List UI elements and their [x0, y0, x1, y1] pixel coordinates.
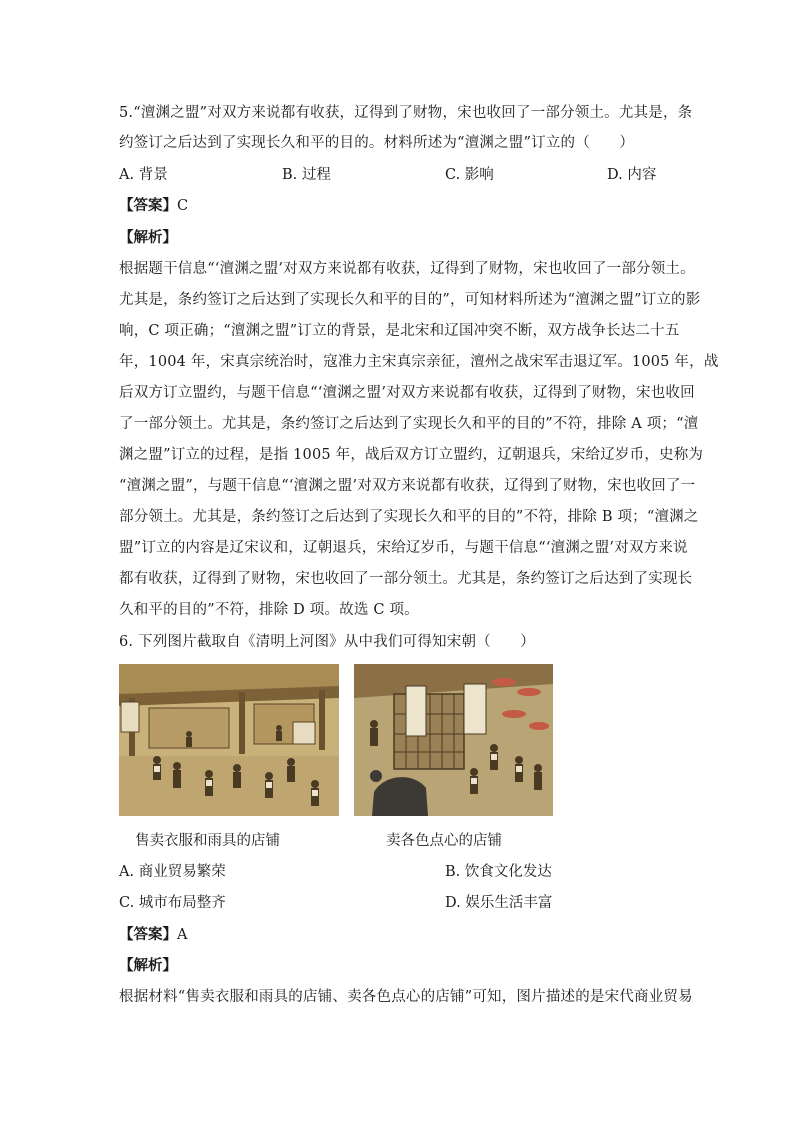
q5-analysis-line: 响，C 项正确；“澶渊之盟”订立的背景，是北宋和辽国冲突不断，双方战争长达二十五 [119, 323, 680, 339]
q5-option-b: B. 过程 [282, 167, 331, 183]
q5-analysis-line: 后双方订立盟约，与题干信息“‘澶渊之盟’对双方来说都有收获，辽得到了财物，宋也收回 [119, 385, 695, 401]
image-right-caption: 卖各色点心的店铺 [386, 833, 502, 849]
q6-analysis-label: 【解析】 [119, 957, 177, 974]
q5-option-c: C. 影响 [445, 167, 494, 183]
q5-analysis-line: 渊之盟”订立的过程，是指 1005 年，战后双方订立盟约，辽朝退兵，宋给辽岁币，史称为 [119, 447, 704, 463]
q6-option-c: C. 城市布局整齐 [119, 895, 226, 911]
q6-option-a: A. 商业贸易繁荣 [119, 864, 226, 880]
q5-option-d: D. 内容 [607, 167, 657, 183]
q5-analysis-line: 年，1004 年，宋真宗统治时，寇准力主宋真宗亲征，澶州之战宋军击退辽军。1005 年，战 [119, 354, 719, 370]
q5-stem-line2: 约签订之后达到了实现长久和平的目的。材料所述为“澶渊之盟”订立的（ ） [119, 135, 635, 151]
q5-analysis-line: 根据题干信息“‘澶渊之盟’对双方来说都有收获，辽得到了财物，宋也收回了一部分领土。 [119, 261, 695, 277]
image-left-caption: 售卖衣服和雨具的店铺 [135, 833, 280, 849]
q6-analysis-line: 根据材料“售卖衣服和雨具的店铺、卖各色点心的店铺”可知，图片描述的是宋代商业贸易 [119, 989, 693, 1005]
q5-stem-line1: 5.“澶渊之盟”对双方来说都有收获，辽得到了财物，宋也收回了一部分领土。尤其是，条 [119, 105, 693, 121]
q6-answer-label: 【答案】 [119, 926, 177, 943]
q6-stem: 6. 下列图片截取自《清明上河图》从中我们可得知宋朝（ ） [119, 634, 535, 650]
q5-analysis-line: 尤其是，条约签订之后达到了实现长久和平的目的”，可知材料所述为“澶渊之盟”订立的影 [119, 292, 701, 308]
q5-answer-value: C [177, 198, 189, 214]
q5-analysis-line: 了一部分领土。尤其是，条约签订之后达到了实现长久和平的目的”不符，排除 A 项；“澶 [119, 416, 699, 432]
q5-option-a: A. 背景 [119, 167, 168, 183]
q5-answer [119, 197, 188, 215]
q5-analysis-line: “澶渊之盟”，与题干信息“‘澶渊之盟’对双方来说都有收获，辽得到了财物，宋也收回了一 [119, 478, 696, 494]
painting-pastry-shop-icon [354, 664, 553, 816]
q6-option-d: D. 娱乐生活丰富 [445, 895, 553, 911]
q5-analysis-line: 都有收获，辽得到了财物，宋也收回了一部分领土。尤其是，条约签订之后达到了实现长 [119, 571, 693, 587]
q5-analysis-line: 部分领土。尤其是，条约签订之后达到了实现长久和平的目的”不符，排除 B 项；“澶渊之 [119, 509, 699, 525]
q5-answer-label: 【答案】 [119, 197, 177, 214]
q6-answer [119, 926, 187, 944]
q5-analysis-line: 久和平的目的”不符，排除 D 项。故选 C 项。 [119, 602, 419, 618]
q5-analysis-label: 【解析】 [119, 229, 177, 246]
painting-clothing-shop-icon [119, 664, 339, 816]
q5-analysis-line: 盟”订立的内容是辽宋议和，辽朝退兵，宋给辽岁币，与题干信息“‘澶渊之盟’对双方来说 [119, 540, 688, 556]
q6-option-b: B. 饮食文化发达 [445, 864, 552, 880]
q6-answer-value: A [177, 927, 188, 943]
